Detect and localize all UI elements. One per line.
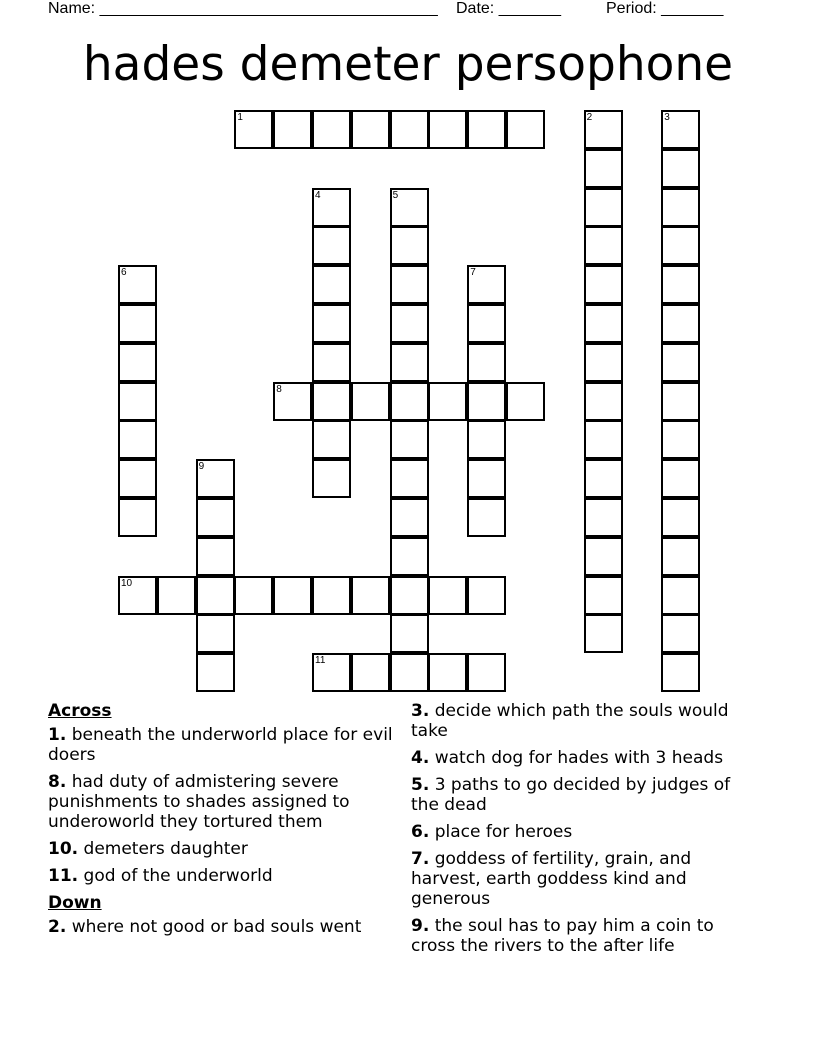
grid-cell[interactable] — [196, 537, 235, 576]
grid-cell[interactable] — [506, 110, 545, 149]
clue-item — [48, 917, 393, 937]
grid-cell[interactable] — [584, 149, 623, 188]
grid-cell[interactable] — [467, 576, 506, 615]
grid-cell[interactable] — [234, 576, 273, 615]
clue-item-text: decide which path the souls would take — [411, 701, 729, 741]
clue-item — [411, 701, 756, 741]
grid-cell[interactable] — [312, 420, 351, 459]
clue-number: 6 — [121, 267, 127, 279]
down-clue-list-right — [411, 701, 756, 956]
grid-cell[interactable] — [312, 110, 351, 149]
grid-cell[interactable] — [312, 226, 351, 265]
grid-cell[interactable] — [467, 653, 506, 692]
clue-number: 5 — [392, 189, 399, 201]
clue-item — [48, 772, 393, 832]
clue-item-text: 3 paths to go decided by judges of the dead — [411, 775, 731, 815]
clue-item-text: demeters daughter — [83, 839, 248, 859]
grid-cell[interactable] — [467, 304, 506, 343]
clue-number: 4 — [315, 189, 321, 201]
grid-cell[interactable] — [584, 576, 623, 615]
grid-cell[interactable] — [312, 459, 351, 498]
grid-cell[interactable] — [661, 537, 700, 576]
grid-cell[interactable] — [467, 420, 506, 459]
grid-cell[interactable] — [428, 110, 467, 149]
clue-number: 3 — [664, 112, 670, 123]
grid-cell[interactable] — [661, 420, 700, 459]
grid-cell[interactable] — [118, 382, 157, 421]
clue-item-number: 11. — [48, 866, 79, 886]
grid-cell[interactable] — [584, 537, 623, 576]
grid-cell[interactable] — [390, 498, 429, 537]
grid-cell[interactable] — [467, 382, 506, 421]
clue-item-text: had duty of admistering severe punishments to shades assigned to underoworld they tortured them — [48, 772, 350, 832]
grid-cell[interactable] — [118, 265, 157, 304]
grid-cell[interactable] — [118, 459, 157, 498]
grid-cell[interactable] — [312, 304, 351, 343]
grid-cell[interactable] — [661, 576, 700, 615]
across-heading: Across — [48, 701, 112, 721]
grid-cell[interactable] — [273, 382, 312, 421]
clue-item — [48, 866, 393, 886]
grid-cell[interactable] — [428, 653, 467, 692]
grid-cell[interactable] — [661, 188, 700, 227]
grid-cell[interactable] — [312, 265, 351, 304]
grid-cell[interactable] — [196, 653, 235, 692]
grid-cell[interactable] — [312, 576, 351, 615]
grid-cell[interactable] — [584, 498, 623, 537]
grid-cell[interactable] — [467, 265, 506, 304]
grid-cell[interactable] — [661, 149, 700, 188]
grid-cell[interactable] — [467, 498, 506, 537]
clue-item-text: place for heroes — [434, 822, 573, 842]
clue-item — [48, 839, 393, 859]
grid-cell[interactable] — [661, 343, 700, 382]
clue-item-number: 4. — [411, 748, 430, 768]
name-field[interactable]: Name: ______________________________________ — [48, 0, 438, 17]
grid-cell[interactable] — [273, 110, 312, 149]
across-clue-list — [48, 725, 393, 886]
grid-cell[interactable] — [584, 304, 623, 343]
grid-cell[interactable] — [390, 304, 429, 343]
clues-column-left — [48, 701, 393, 944]
clue-item-text: where not good or bad souls went — [71, 917, 362, 937]
clue-item-number: 9. — [411, 916, 430, 936]
grid-cell[interactable] — [584, 382, 623, 421]
clue-number: 2 — [586, 112, 593, 123]
grid-cell[interactable] — [661, 614, 700, 653]
grid-cell[interactable] — [351, 576, 390, 615]
grid-cell[interactable] — [118, 498, 157, 537]
grid-cell[interactable] — [157, 576, 196, 615]
grid-cell[interactable] — [273, 576, 312, 615]
clue-number: 7 — [470, 267, 476, 279]
clue-item-number: 1. — [48, 725, 67, 745]
grid-cell[interactable] — [390, 576, 429, 615]
grid-cell[interactable] — [467, 110, 506, 149]
grid-cell[interactable] — [661, 110, 700, 149]
grid-cell[interactable] — [584, 459, 623, 498]
clue-number: 11 — [315, 655, 326, 667]
grid-cell[interactable] — [390, 265, 429, 304]
grid-cell[interactable] — [467, 459, 506, 498]
grid-cell[interactable] — [661, 304, 700, 343]
clue-item-number: 5. — [411, 775, 430, 795]
grid-cell[interactable] — [390, 459, 429, 498]
clue-item — [48, 725, 393, 765]
grid-cell[interactable] — [196, 459, 235, 498]
clue-item-number: 10. — [48, 839, 79, 859]
grid-cell[interactable] — [312, 188, 351, 227]
clue-number: 9 — [198, 461, 205, 473]
grid-cell[interactable] — [234, 110, 273, 149]
grid-cell[interactable] — [584, 226, 623, 265]
grid-cell[interactable] — [196, 576, 235, 615]
clue-item-text: the soul has to pay him a coin to cross the rivers to the after life — [411, 916, 714, 956]
grid-cell[interactable] — [390, 537, 429, 576]
clue-number: 10 — [121, 577, 133, 589]
grid-cell[interactable] — [390, 226, 429, 265]
grid-cell[interactable] — [196, 498, 235, 537]
clue-item-text: goddess of fertility, grain, and harvest, earth goddess kind and generous — [411, 849, 692, 909]
grid-cell[interactable] — [661, 498, 700, 537]
grid-cell[interactable] — [584, 343, 623, 382]
grid-cell[interactable] — [390, 653, 429, 692]
clue-item-text: watch dog for hades with 3 heads — [434, 748, 724, 768]
grid-cell[interactable] — [351, 653, 390, 692]
grid-cell[interactable] — [351, 382, 390, 421]
down-heading: Down — [48, 893, 102, 913]
grid-cell[interactable] — [196, 614, 235, 653]
grid-cell[interactable] — [661, 265, 700, 304]
grid-cell[interactable] — [390, 110, 429, 149]
clue-item-number: 2. — [48, 917, 67, 937]
grid-cell[interactable] — [118, 576, 157, 615]
clue-item-number: 3. — [411, 701, 430, 721]
grid-cell[interactable] — [584, 420, 623, 459]
clue-item-number: 6. — [411, 822, 430, 842]
grid-cell[interactable] — [661, 382, 700, 421]
grid-cell[interactable] — [312, 382, 351, 421]
grid-cell[interactable] — [390, 382, 429, 421]
grid-cell[interactable] — [351, 110, 390, 149]
clue-number: 8 — [276, 383, 282, 395]
down-clue-list-left — [48, 917, 393, 937]
grid-cell[interactable] — [467, 343, 506, 382]
grid-cell[interactable] — [118, 343, 157, 382]
grid-cell[interactable] — [661, 226, 700, 265]
grid-cell[interactable] — [118, 420, 157, 459]
grid-cell[interactable] — [390, 188, 429, 227]
clue-item — [411, 916, 756, 956]
puzzle-title: hades demeter persophone — [82, 37, 734, 92]
clue-item-text: beneath the underworld place for evil doers — [48, 725, 393, 765]
clues-column-right — [411, 701, 756, 963]
grid-cell[interactable] — [584, 188, 623, 227]
grid-cell[interactable] — [390, 420, 429, 459]
grid-cell[interactable] — [390, 614, 429, 653]
grid-cell[interactable] — [584, 614, 623, 653]
clue-item-number: 7. — [411, 849, 430, 869]
date-field[interactable]: Date: _______ — [456, 0, 561, 17]
clue-item — [411, 775, 756, 815]
grid-cell[interactable] — [390, 343, 429, 382]
grid-cell[interactable] — [312, 343, 351, 382]
grid-cell[interactable] — [661, 653, 700, 692]
clue-number: 1 — [237, 112, 243, 123]
grid-cell[interactable] — [428, 382, 467, 421]
grid-cell[interactable] — [312, 653, 351, 692]
grid-cell[interactable] — [584, 265, 623, 304]
clue-item — [411, 849, 756, 909]
grid-cell[interactable] — [661, 459, 700, 498]
clue-item — [411, 748, 756, 768]
clue-item — [411, 822, 756, 842]
clue-item-text: god of the underworld — [83, 866, 273, 886]
grid-cell[interactable] — [584, 110, 623, 149]
period-field[interactable]: Period: _______ — [606, 0, 724, 17]
grid-cell[interactable] — [428, 576, 467, 615]
grid-cell[interactable] — [118, 304, 157, 343]
clue-item-number: 8. — [48, 772, 67, 792]
grid-cell[interactable] — [506, 382, 545, 421]
